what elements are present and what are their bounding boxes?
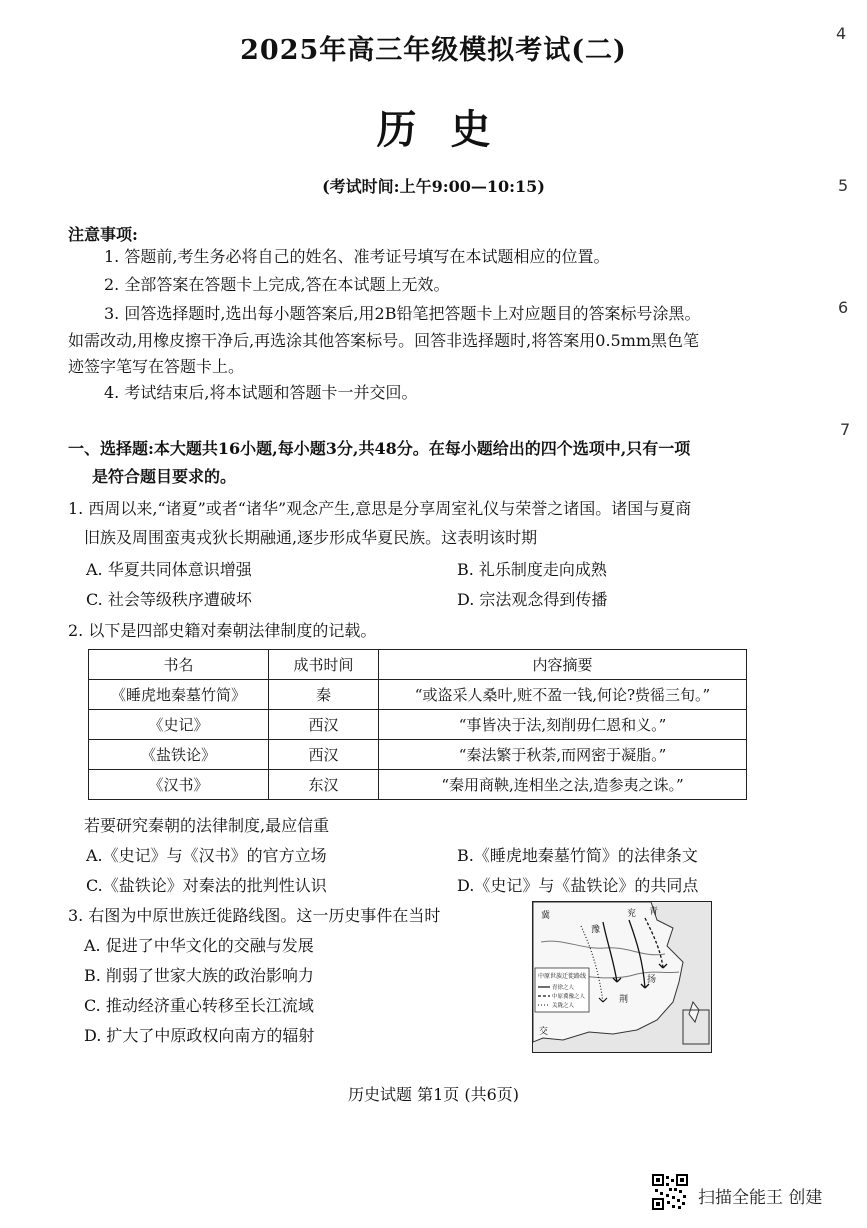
q3-option-c: C. 推动经济重心转移至长江流域 [84,996,314,1015]
map-legend-item: 关陇之人 [552,1003,575,1009]
q1-option-c: C. 社会等级秩序遭破坏 [86,590,252,609]
map-legend-item: 青徐之人 [552,985,575,991]
margin-mark: 6 [838,298,849,317]
notice-item: 迹签字笔写在答题卡上。 [68,357,245,376]
table-cell: 《汉书》 [89,770,269,800]
q2-question: 若要研究秦朝的法律制度,最应信重 [84,816,330,835]
section-heading-cont: 是符合题目要求的。 [92,467,237,486]
table-header-cell: 内容摘要 [379,650,747,680]
table-cell: 东汉 [269,770,379,800]
table-cell: 秦 [269,680,379,710]
q2-option-a: A.《史记》与《汉书》的官方立场 [86,846,327,865]
map-place-label: 交 [539,1027,549,1037]
q1-option-b: B. 礼乐制度走向成熟 [457,560,607,579]
notice-item: 如需改动,用橡皮擦干净后,再选涂其他答案标号。回答非选择题时,将答案用0.5mm黑色笔 [68,331,700,350]
map-place-label: 兖 [627,909,637,919]
map-place-label: 冀 [541,911,551,921]
notice-item: 4. 考试结束后,将本试题和答题卡一并交回。 [104,383,418,402]
table-header-cell: 书名 [89,650,269,680]
table-row [89,770,747,800]
law-records-table [88,649,747,800]
q3-stem: 3. 右图为中原世族迁徙路线图。这一历史事件在当时 [68,906,441,925]
notice-item: 2. 全部答案在答题卡上完成,答在本试题上无效。 [104,275,450,294]
q3-option-b: B. 削弱了世家大族的政治影响力 [84,966,314,985]
map-legend-title: 中原世族迁徙路线 [538,973,587,980]
table-row [89,710,747,740]
table-cell: “或盗采人桑叶,赃不盈一钱,何论?赀徭三旬。” [379,680,747,710]
notice-item: 1. 答题前,考生务必将自己的姓名、准考证号填写在本试题相应的位置。 [104,247,610,266]
margin-mark: 5 [838,176,849,195]
notice-item: 3. 回答选择题时,选出每小题答案后,用2B铅笔把答题卡上对应题目的答案标号涂黑。 [104,304,701,323]
q1-option-a: A. 华夏共同体意识增强 [86,560,252,579]
table-cell: 西汉 [269,740,379,770]
table-cell: 《睡虎地秦墓竹简》 [89,680,269,710]
q2-option-c: C.《盐铁论》对秦法的批判性认识 [86,876,327,895]
exam-time: (考试时间:上午9:00—10:15) [322,177,545,196]
q1-stem: 1. 西周以来,“诸夏”或者“诸华”观念产生,意思是分享周室礼仪与荣誉之诸国。诸国与夏商 [68,499,692,518]
qr-code-icon [652,1174,688,1210]
q1-stem: 旧族及周围蛮夷戎狄长期融通,逐步形成华夏民族。这表明该时期 [84,528,538,547]
map-place-label: 豫 [591,925,601,935]
table-cell: “秦法繁于秋荼,而网密于凝脂。” [379,740,747,770]
q1-option-d: D. 宗法观念得到传播 [457,590,608,609]
table-cell: “事皆决于法,刻削毋仁恩和义。” [379,710,747,740]
table-cell: 《盐铁论》 [89,740,269,770]
margin-mark: 7 [840,420,851,439]
table-cell: 西汉 [269,710,379,740]
margin-mark: 4 [836,24,847,43]
table-row [89,740,747,770]
q2-stem: 2. 以下是四部史籍对秦朝法律制度的记载。 [68,621,377,640]
migration-map [532,901,712,1053]
exam-title: 2025年高三年级模拟考试(二) [240,35,627,66]
q3-option-d: D. 扩大了中原政权向南方的辐射 [84,1026,315,1045]
scanner-watermark: 扫描全能王 创建 [698,1188,823,1208]
table-header-cell: 成书时间 [269,650,379,680]
q3-option-a: A. 促进了中华文化的交融与发展 [84,936,314,955]
map-place-label: 荆 [619,995,629,1005]
table-cell: “秦用商鞅,连相坐之法,造参夷之诛。” [379,770,747,800]
map-place-label: 扬 [647,975,657,985]
q2-option-b: B.《睡虎地秦墓竹简》的法律条文 [457,846,698,865]
table-header-row [89,650,747,680]
notice-title: 注意事项: [68,225,138,244]
table-row [89,680,747,710]
migration-map-graphic [533,902,711,1052]
map-legend-item: 中原冀豫之人 [552,994,586,1000]
map-place-label: 青 [649,907,659,917]
q2-option-d: D.《史记》与《盐铁论》的共同点 [457,876,699,895]
table-cell: 《史记》 [89,710,269,740]
subject-title: 历史 [376,106,525,153]
section-heading: 一、选择题:本大题共16小题,每小题3分,共48分。在每小题给出的四个选项中,只有一项 [68,439,691,458]
page-footer: 历史试题 第1页 (共6页) [347,1085,520,1104]
